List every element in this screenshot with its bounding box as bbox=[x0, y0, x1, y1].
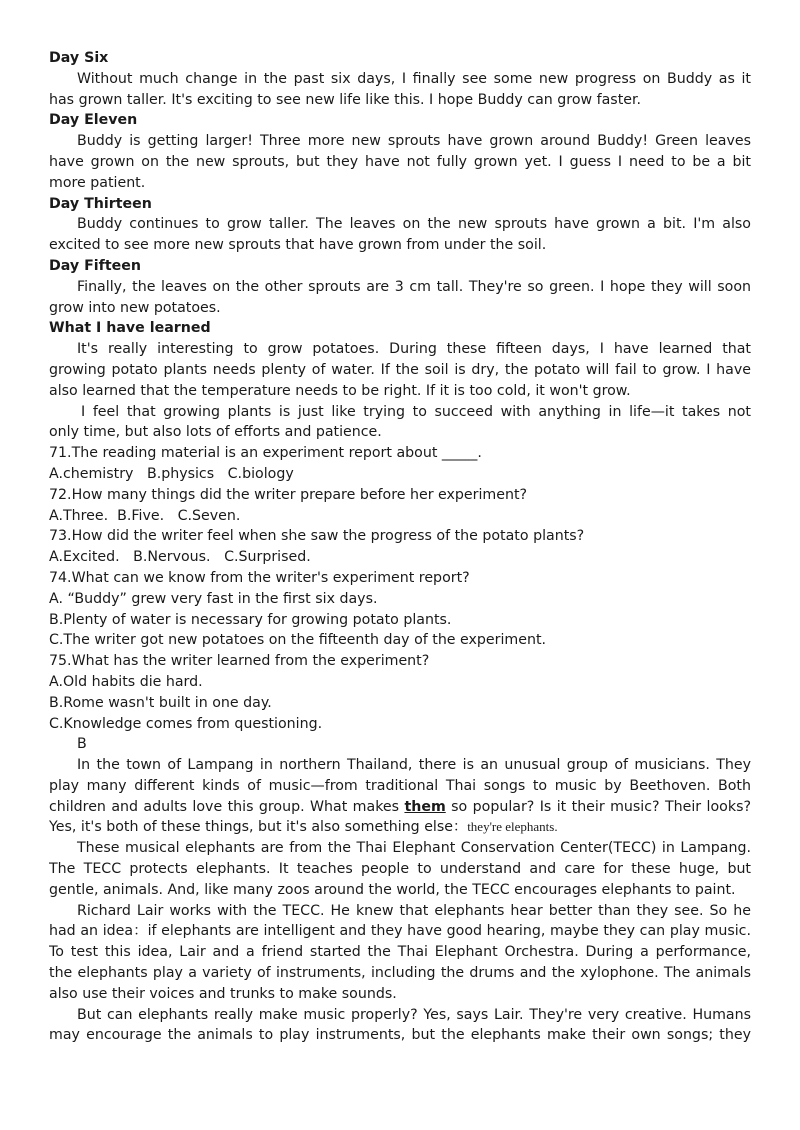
learned-line-2: growing potato plants needs plenty of water. If the soil is dry, the potato will fail to grow. I have bbox=[49, 361, 751, 378]
question-73-options: A.Excited. B.Nervous. C.Surprised. bbox=[49, 549, 311, 566]
passage-b-p3-line-2: had an idea：if elephants are intelligent and they have good hearing, maybe they can play music. bbox=[49, 923, 751, 940]
passage-b-p1-line-1: In the town of Lampang in northern Thailand, there is an unusual group of musicians. They bbox=[77, 757, 751, 774]
question-75-option-b: B.Rome wasn't built in one day. bbox=[49, 694, 272, 711]
learned-line-5: only time, but also lots of efforts and patience. bbox=[49, 424, 382, 441]
question-75: 75.What has the writer learned from the experiment? bbox=[49, 653, 430, 670]
question-72-options: A.Three. B.Five. C.Seven. bbox=[49, 507, 241, 524]
passage-b-p3-line-5: also use their voices and trunks to make sounds. bbox=[49, 985, 397, 1002]
passage-b-p1-line-4-end: they're elephants. bbox=[467, 819, 558, 835]
question-74-option-a: A. “Buddy” grew very fast in the first six days. bbox=[49, 590, 378, 607]
day-fifteen-line-2: grow into new potatoes. bbox=[49, 299, 221, 316]
learned-line-1: It's really interesting to grow potatoes. During these fifteen days, I have learned that bbox=[77, 341, 751, 358]
day-six-line-1: Without much change in the past six days, I finally see some new progress on Buddy as it bbox=[77, 70, 751, 87]
passage-b-p3-line-4: the elephants play a variety of instruments, including the drums and the xylophone. The animals bbox=[49, 965, 751, 982]
day-eleven-line-3: more patient. bbox=[49, 174, 146, 191]
day-fifteen-line-1: Finally, the leaves on the other sprouts are 3 cm tall. They're so green. I hope they will soon bbox=[77, 278, 751, 295]
day-eleven-line-1: Buddy is getting larger! Three more new sprouts have grown around Buddy! Green leaves bbox=[77, 133, 751, 150]
day-six-heading: Day Six bbox=[49, 50, 109, 66]
day-eleven-line-2: have grown on the new sprouts, but they have not fully grown yet. I guess I need to be a bit bbox=[49, 153, 751, 170]
passage-b-p1-line-3-start: children and adults love this group. What makes bbox=[49, 798, 405, 815]
passage-b-p4-line-1: But can elephants really make music properly? Yes, says Lair. They're very creative. Humans bbox=[77, 1006, 751, 1023]
day-fifteen-heading: Day Fifteen bbox=[49, 257, 141, 274]
learned-line-3: also learned that the temperature needs to be right. If it is too cold, it won't grow. bbox=[49, 382, 631, 399]
question-71: 71.The reading material is an experiment report about _____. bbox=[49, 445, 482, 462]
question-74: 74.What can we know from the writer's experiment report? bbox=[49, 569, 470, 586]
passage-b-p4-line-2: may encourage the animals to play instruments, but the elephants make their own songs; they bbox=[49, 1027, 751, 1044]
passage-b-p3-line-1: Richard Lair works with the TECC. He knew that elephants hear better than they see. So he bbox=[77, 902, 751, 919]
day-thirteen-heading: Day Thirteen bbox=[49, 195, 152, 212]
day-thirteen-line-1: Buddy continues to grow taller. The leaves on the new sprouts have grown a bit. I'm also bbox=[77, 216, 751, 233]
underlined-word-them: them bbox=[404, 798, 446, 815]
day-eleven-heading: Day Eleven bbox=[49, 112, 138, 129]
question-72: 72.How many things did the writer prepare before her experiment? bbox=[49, 486, 528, 503]
learned-heading: What I have learned bbox=[49, 320, 211, 337]
passage-b-label: B bbox=[77, 736, 87, 753]
learned-line-4: I feel that growing plants is just like trying to succeed with anything in life—it takes not bbox=[81, 403, 751, 420]
passage-b-p2-line-3: gentle, animals. And, like many zoos around the world, the TECC encourages elephants to paint. bbox=[49, 881, 736, 898]
question-71-options: A.chemistry B.physics C.biology bbox=[49, 465, 294, 482]
day-thirteen-line-2: excited to see more new sprouts that have grown from under the soil. bbox=[49, 237, 547, 254]
document-page bbox=[49, 48, 751, 1046]
question-75-option-c: C.Knowledge comes from questioning. bbox=[49, 715, 323, 732]
passage-b-p3-line-3: To test this idea, Lair and a friend started the Thai Elephant Orchestra. During a performance, bbox=[49, 944, 751, 961]
passage-b-p2-line-2: The TECC protects elephants. It teaches people to understand and care for these huge, but bbox=[49, 861, 751, 878]
passage-b-p1-line-3 bbox=[49, 797, 751, 818]
passage-b-p1-line-4-start: Yes, it's both of these things, but it's also something else： bbox=[49, 819, 468, 836]
passage-b-p1-line-2: play many different kinds of music—from traditional Thai songs to music by Beethoven. Both bbox=[49, 777, 751, 794]
passage-b-p1-line-3-end: so popular? Is it their music? Their looks? bbox=[445, 798, 751, 815]
day-six-line-2: has grown taller. It's exciting to see new life like this. I hope Buddy can grow faster. bbox=[49, 91, 642, 108]
passage-b-p1-line-4 bbox=[49, 817, 751, 838]
question-74-option-c: C.The writer got new potatoes on the fifteenth day of the experiment. bbox=[49, 632, 547, 649]
question-73: 73.How did the writer feel when she saw the progress of the potato plants? bbox=[49, 528, 585, 545]
question-75-option-a: A.Old habits die hard. bbox=[49, 673, 203, 690]
passage-b-p2-line-1: These musical elephants are from the Thai Elephant Conservation Center(TECC) in Lampang. bbox=[77, 840, 751, 857]
question-74-option-b: B.Plenty of water is necessary for growing potato plants. bbox=[49, 611, 452, 628]
